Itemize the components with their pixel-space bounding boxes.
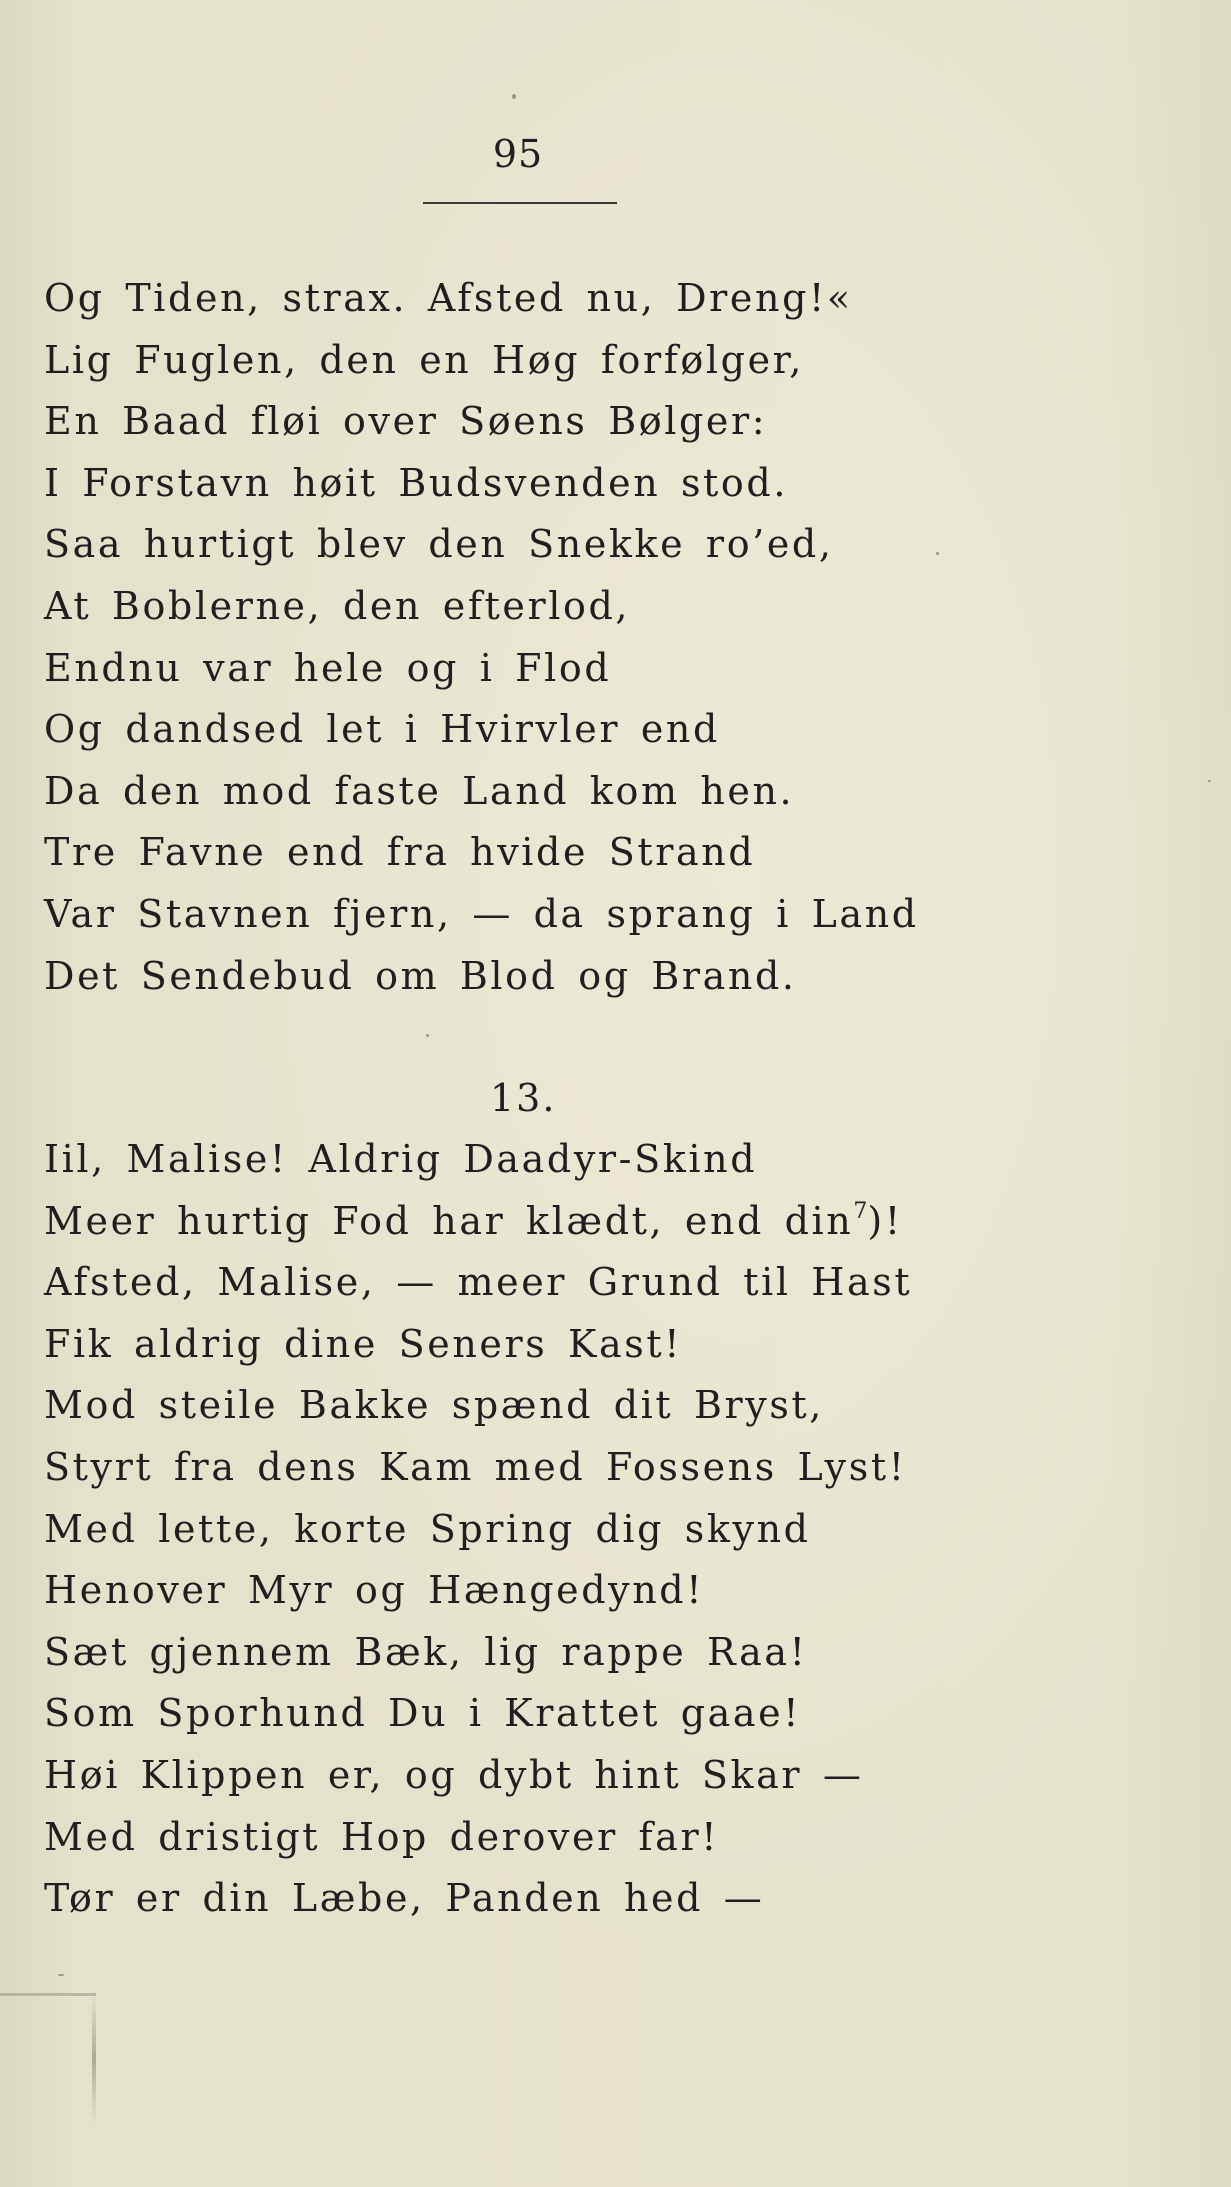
verse-line: Sæt gjennem Bæk, lig rappe Raa! — [44, 1629, 808, 1674]
verse-line: Var Stavnen fjern, — da sprang i Land — [44, 891, 919, 936]
paper-speck — [1208, 780, 1211, 782]
verse-line: Tre Favne end fra hvide Strand — [44, 830, 756, 875]
verse-line: Styrt fra dens Kam med Fossens Lyst! — [44, 1444, 907, 1489]
section-number: 13. — [490, 1076, 557, 1120]
page-edge-mark — [92, 1993, 96, 2123]
verse-line: Fik aldrig dine Seners Kast! — [44, 1321, 683, 1366]
verse-line: Som Sporhund Du i Krattet gaae! — [44, 1691, 802, 1736]
verse-line-text: Meer hurtig Fod har klædt, end din — [44, 1198, 854, 1243]
verse-line: Saa hurtigt blev den Snekke ro’ed, — [44, 522, 834, 567]
verse-line: Og Tiden, strax. Afsted nu, Dreng!« — [44, 276, 853, 320]
page-edge-mark — [0, 1993, 96, 1996]
stanza-one — [44, 268, 919, 1007]
verse-line: Da den mod faste Land kom hen. — [44, 768, 795, 813]
verse-line: At Boblerne, den efterlod, — [44, 583, 631, 628]
verse-line: Høi Klippen er, og dybt hint Skar — — [44, 1752, 864, 1797]
page-number-rule — [423, 202, 617, 204]
verse-line: Det Sendebud om Blod og Brand. — [44, 953, 797, 998]
paper-speck — [936, 552, 939, 555]
verse-line-punctuation: )! — [867, 1198, 903, 1243]
verse-line: Lig Fuglen, den en Høg forfølger, — [44, 337, 804, 382]
verse-line: Henover Myr og Hængedynd! — [44, 1568, 705, 1613]
verse-line: I Forstavn høit Budsvenden stod. — [44, 460, 788, 505]
verse-line: Tør er din Læbe, Panden hed — — [44, 1876, 765, 1921]
verse-line: En Baad fløi over Søens Bølger: — [44, 399, 768, 444]
verse-line: Iil, Malise! Aldrig Daadyr-Skind — [44, 1137, 758, 1181]
verse-line: Med lette, korte Spring dig skynd — [44, 1506, 811, 1551]
verse-line: Mod steile Bakke spænd dit Bryst, — [44, 1383, 824, 1428]
paper-speck — [426, 1034, 429, 1037]
footnote-marker[interactable]: 7 — [853, 1198, 868, 1224]
page-number: 95 — [492, 132, 544, 176]
verse-line: Endnu var hele og i Flod — [44, 645, 612, 690]
verse-line: Og dandsed let i Hvirvler end — [44, 707, 720, 752]
stanza-two — [44, 1129, 912, 1930]
verse-line: Med dristigt Hop derover far! — [44, 1814, 720, 1859]
verse-line-with-footnote — [44, 1191, 912, 1253]
verse-line: Afsted, Malise, — meer Grund til Hast — [44, 1260, 913, 1305]
paper-speck — [58, 1974, 64, 1976]
paper-speck — [512, 94, 516, 99]
